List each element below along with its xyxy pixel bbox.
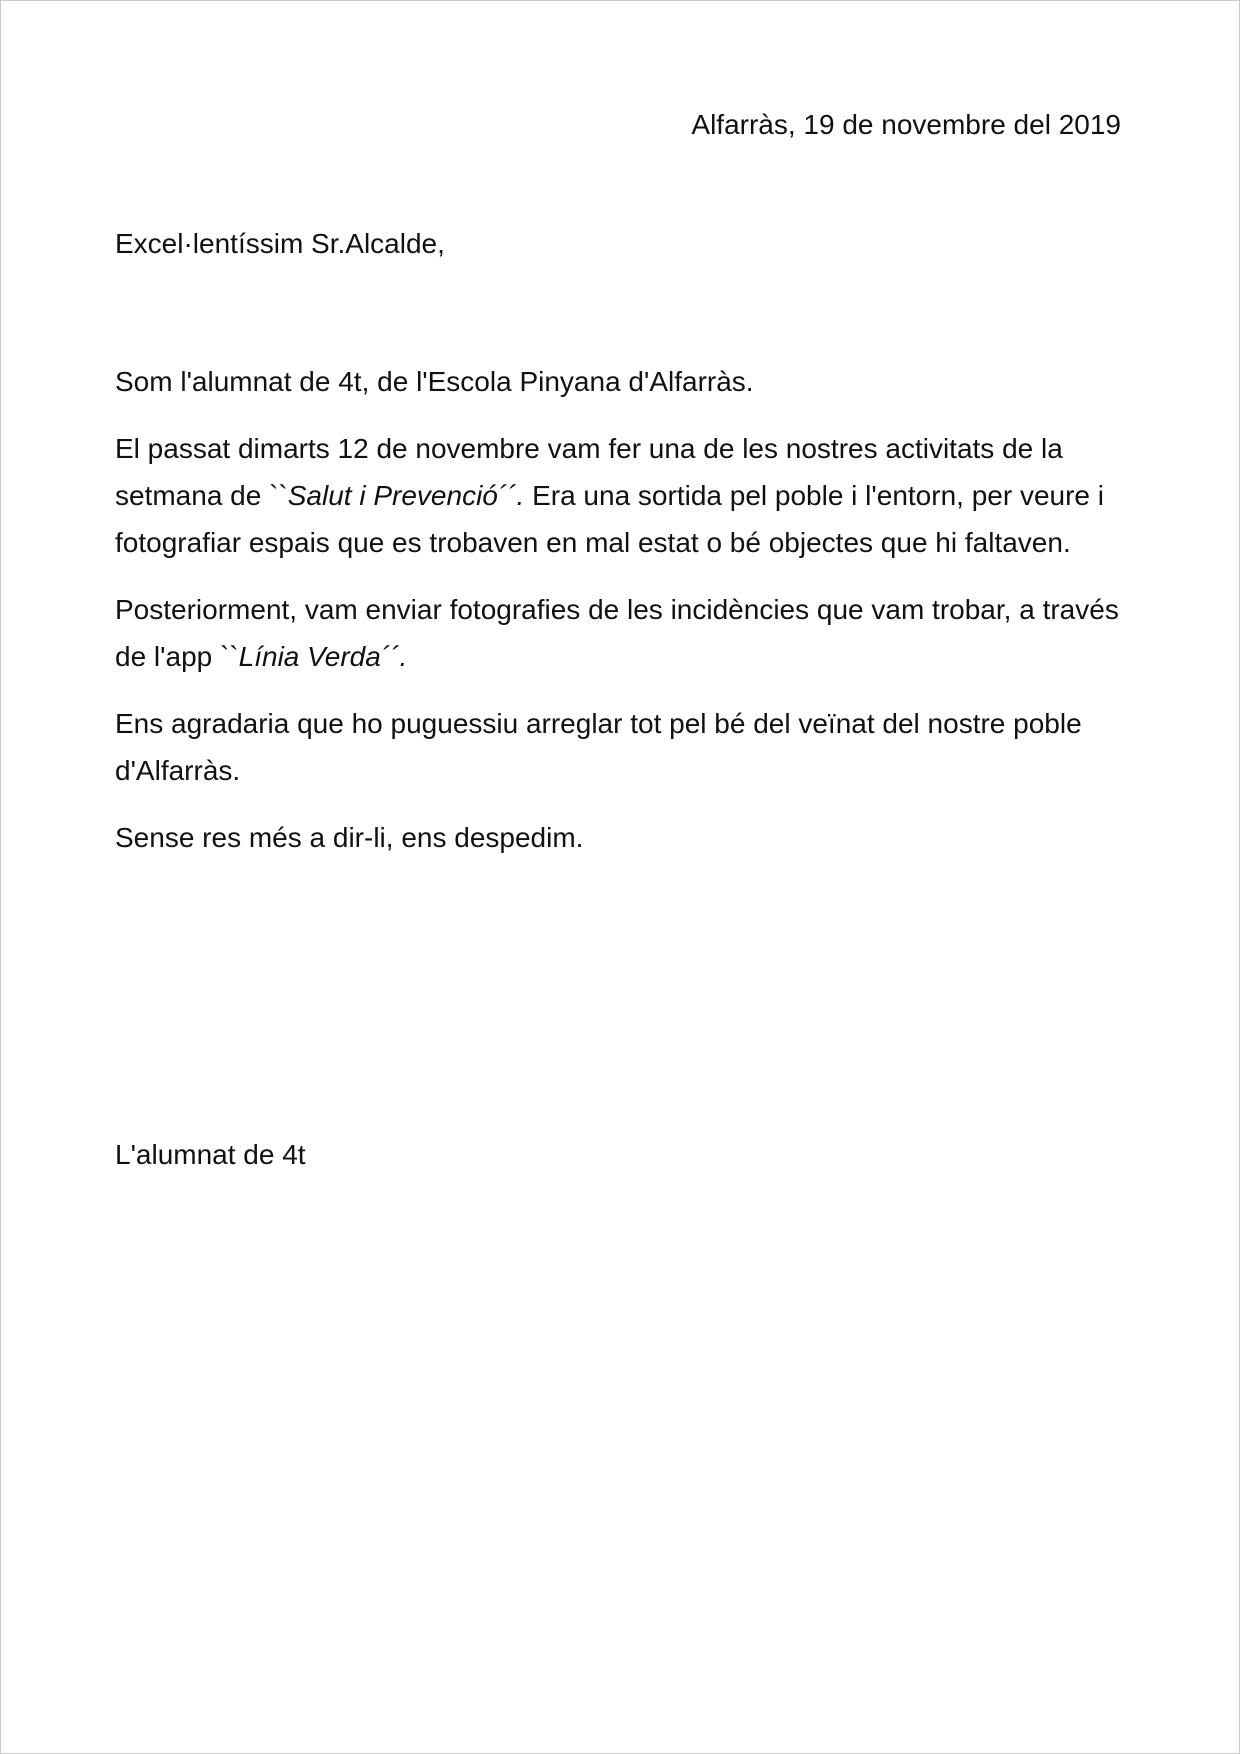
paragraph-closing: Sense res més a dir-li, ens despedim. bbox=[115, 822, 584, 853]
paragraph-app bbox=[115, 586, 1125, 680]
letter-body bbox=[115, 358, 1125, 881]
signature: L'alumnat de 4t bbox=[115, 1139, 306, 1170]
paragraph-introduction: Som l'alumnat de 4t, de l'Escola Pinyana d'Alfarràs. bbox=[115, 366, 754, 397]
letter-date: Alfarràs, 19 de novembre del 2019 bbox=[691, 109, 1121, 140]
paragraph-activity-text-2: Era una sortida pel poble i l'entorn, per veure i fotografiar espais que es trobaven en mal estat o bé objectes que hi faltaven. bbox=[115, 480, 1104, 558]
paragraph-request: Ens agradaria que ho puguessiu arreglar tot pel bé del veïnat del nostre poble d'Alfarràs. bbox=[115, 708, 1082, 786]
paragraph-activity-text-1: El passat dimarts 12 de novembre vam fer una de les nostres activitats de la setmana de `` bbox=[115, 433, 1063, 511]
salutation: Excel·lentíssim Sr.Alcalde, bbox=[115, 228, 445, 259]
activity-week-name: Salut i Prevenció´´. bbox=[287, 480, 525, 511]
app-name: Línia Verda´´. bbox=[238, 641, 408, 672]
paragraph-activity bbox=[115, 425, 1125, 566]
paragraph-app-text: Posteriorment, vam enviar fotografies de les incidències que vam trobar, a través de l'app `` bbox=[115, 594, 1119, 672]
